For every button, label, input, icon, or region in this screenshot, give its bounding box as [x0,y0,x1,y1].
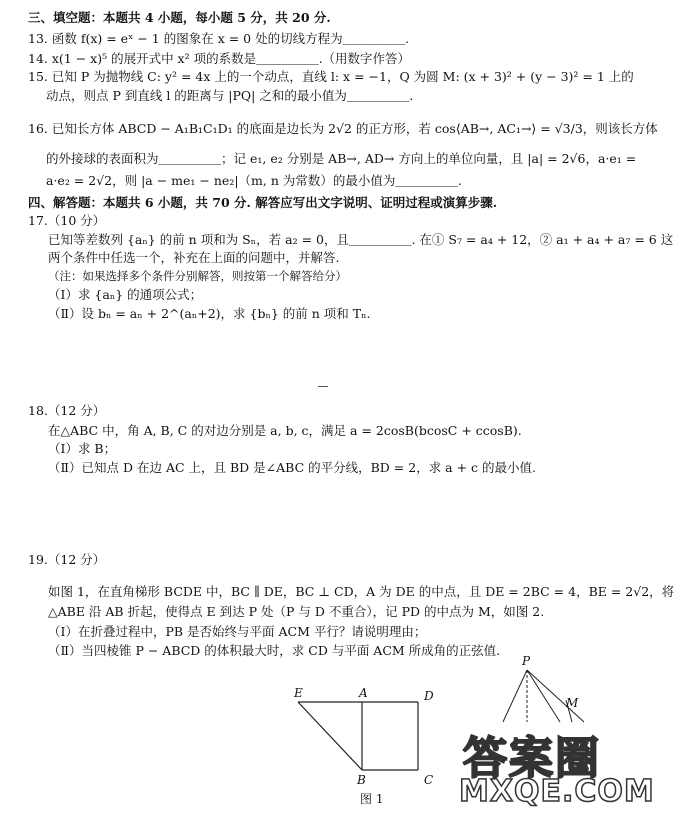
fig1-label-E: E [294,686,303,700]
question-17-note: （注：如果选择多个条件分别解答，则按第一个解答给分） [48,269,347,283]
question-19-line1: 如图 1，在直角梯形 BCDE 中，BC ∥ DE，BC ⊥ CD，A 为 DE 的中点，且 DE = 2BC = 4，BE = 2√2，将 [48,584,674,599]
fig1-caption: 图 1 [360,792,384,806]
question-19-part2: （Ⅱ）当四棱锥 P − ABCD 的体积最大时，求 CD 与平面 ACM 所成角的正弦值. [48,643,501,658]
question-16-line2: 的外接球的表面积为＿＿＿＿＿；记 e₁, e₂ 分别是 AB→, AD→ 方向上的单位向量，且 |a| = 2√6，a·e₁ = [46,151,637,166]
question-17-part1: （Ⅰ）求 {aₙ} 的通项公式； [48,287,203,302]
question-18-part2: （Ⅱ）已知点 D 在边 AC 上，且 BD 是∠ABC 的平分线，BD = 2，求 a + c 的最小值. [48,460,536,475]
question-18-part1: （Ⅰ）求 B； [48,441,117,456]
figure1-trapezoid [298,702,418,770]
fig2-label-M: M [566,696,579,710]
section4-title: 四、解答题：本题共 6 小题，共 70 分. 解答应写出文字说明、证明过程或演算步骤. [28,195,498,210]
fig1-edge-BE [298,702,362,770]
fig2-edge-left [503,670,527,722]
question-17-line1: 已知等差数列 {aₙ} 的前 n 项和为 Sₙ，若 a₂ = 0，且＿＿＿＿＿. 在① S₇ = a₄ + 12，② a₁ + a₄ + a₇ = 6 这 [48,232,674,247]
question-17-header: 17.（10 分） [28,213,106,228]
watermark-bottom-text: MXQE.COM [459,774,655,809]
fig2-label-P: P [522,654,531,668]
question-17-part2: （Ⅱ）设 bₙ = aₙ + 2^(aₙ+2)，求 {bₙ} 的前 n 项和 Tₙ. [48,306,371,321]
fig1-label-A: A [359,686,368,700]
fig1-label-D: D [424,689,434,703]
question-19-header: 19.（12 分） [28,552,106,567]
question-18-header: 18.（12 分） [28,403,106,418]
question-15-line1: 15. 已知 P 为抛物线 C: y² = 4x 上的一个动点，直线 l: x = −1，Q 为圆 M: (x + 3)² + (y − 3)² = 1 上的 [28,69,634,84]
fig1-label-B: B [357,773,366,787]
question-17-line2: 两个条件中任选一个，补充在上面的问题中，并解答. [48,250,340,265]
section3-title: 三、填空题：本题共 4 小题，每小题 5 分，共 20 分. [28,10,331,25]
watermark-top-text: 答案圈 [463,733,601,784]
question-13: 13. 函数 f(x) = eˣ − 1 的图象在 x = 0 处的切线方程为＿＿＿＿＿. [28,31,410,46]
question-16-line3: a·e₂ = 2√2，则 |a − me₁ − ne₂|（m, n 为常数）的最小值为＿＿＿＿＿. [46,173,462,188]
question-15-line2: 动点，则点 P 到直线 l 的距离与 |PQ| 之和的最小值为＿＿＿＿＿. [46,88,414,103]
question-14: 14. x(1 − x)⁵ 的展开式中 x² 项的系数是＿＿＿＿＿.（用数字作答） [28,51,411,66]
fig1-label-C: C [424,773,434,787]
question-19-part1: （Ⅰ）在折叠过程中，PB 是否始终与平面 ACM 平行？请说明理由； [48,624,427,639]
question-16-line1: 16. 已知长方体 ABCD − A₁B₁C₁D₁ 的底面是边长为 2√2 的正方形，若 cos⟨AB→, AC₁→⟩ = √3/3，则该长方体 [28,121,658,136]
question-19-line2: △ABE 沿 AB 折起，使得点 E 到达 P 处（P 与 D 不重合），记 PD 的中点为 M，如图 2. [48,604,545,619]
watermark-logo [455,722,655,816]
question-18-line1: 在△ABC 中，角 A, B, C 的对边分别是 a, b, c，满足 a = 2cosB(bcosC + ccosB). [48,423,522,438]
